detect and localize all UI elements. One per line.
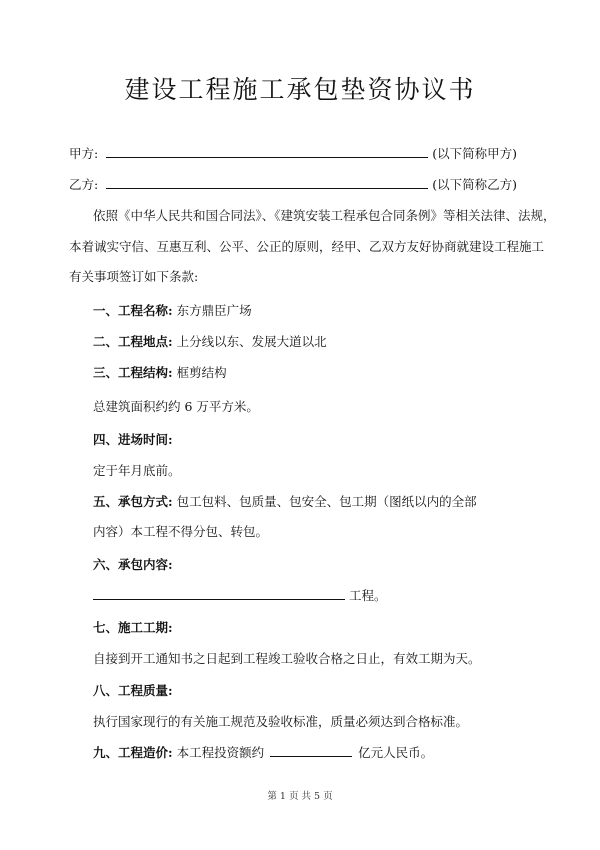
section-heading: 三、工程结构: [93,365,173,380]
construction-period-value: 自接到开工通知书之日起到工程竣工验收合格之日止，有效工期为天。 [93,651,481,666]
section-project-structure [93,364,227,382]
party-a-line [69,144,517,163]
party-a-suffix: (以下简称甲方) [432,146,517,161]
section-contract-method [93,493,477,511]
section-heading: 九、工程造价: [93,745,173,760]
party-b-suffix: (以下简称乙方) [432,177,517,192]
contract-content-suffix: 工程。 [348,588,387,603]
section-value: 上分线以东、发展大道以北 [176,334,327,349]
section-project-cost [93,743,433,762]
section-heading: 八、工程质量: [93,683,173,698]
entry-time-value: 定于年月底前。 [93,463,181,478]
section-entry-time [93,431,173,449]
section-project-quality [93,682,173,700]
party-a-blank [106,144,428,158]
section-value: 框剪结构 [176,365,227,380]
party-a-label: 甲方: [69,146,99,161]
section-contract-content [93,556,173,574]
section-heading: 六、承包内容: [93,557,173,572]
section-value: 包工包料、包质量、包安全、包工期（图纸以内的全部 [176,494,477,509]
project-cost-suffix: 亿元人民币。 [358,745,434,760]
intro-line-3: 有关事项签订如下条款: [69,269,199,284]
section-construction-period [93,619,173,637]
document-title: 建设工程施工承包垫资协议书 [124,75,476,104]
section-heading: 一、工程名称: [93,303,173,318]
section-value: 东方鼎臣广场 [176,303,252,318]
section-heading: 二、工程地点: [93,334,173,349]
contract-content-blank [93,586,345,600]
page-indicator: 第 1 页 共 5 页 [267,791,333,802]
project-quality-value: 执行国家现行的有关施工规范及验收标准，质量必须达到合格标准。 [93,714,469,729]
section-heading: 七、施工工期: [93,620,173,635]
section-heading: 五、承包方式: [93,494,173,509]
section-project-name [93,302,252,320]
party-b-label: 乙方: [69,177,99,192]
party-b-blank [106,175,428,189]
contract-method-continued: 内容）本工程不得分包、转包。 [93,524,269,539]
party-b-line [69,175,517,194]
intro-line-2: 本着诚实守信、互惠互利、公平、公正的原则，经甲、乙双方友好协商就建设工程施工 [69,239,545,254]
intro-line-1: 依照《中华人民共和国合同法》、《建筑安装工程承包合同条例》等相关法律、法规， [93,208,556,223]
project-cost-prefix: 本工程投资额约 [176,745,265,760]
project-cost-blank [270,743,352,757]
section-project-location [93,333,327,351]
section-heading: 四、进场时间: [93,432,173,447]
contract-content-line [93,586,387,605]
total-area-text: 总建筑面积约约 6 万平方米。 [93,399,259,414]
